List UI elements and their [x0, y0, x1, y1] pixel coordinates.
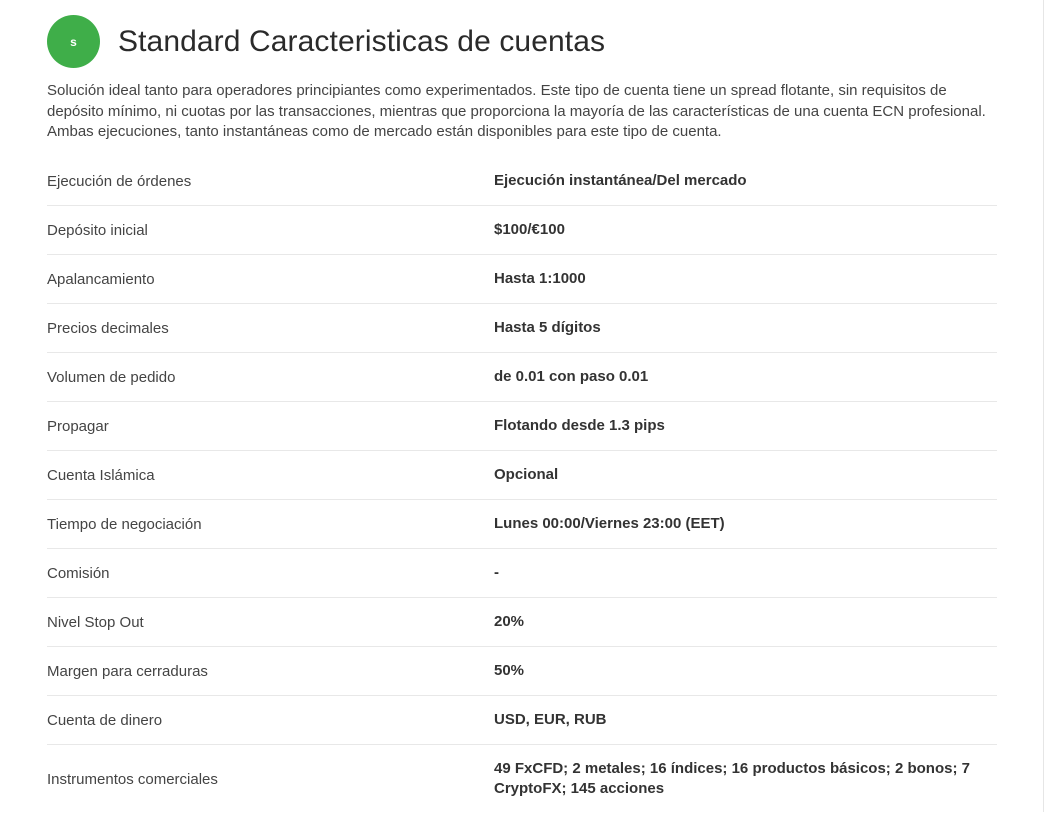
feature-value: Flotando desde 1.3 pips: [494, 417, 665, 434]
feature-label: Nivel Stop Out: [47, 613, 144, 631]
feature-value: -: [494, 564, 499, 581]
feature-value: Opcional: [494, 466, 559, 483]
account-description: Solución ideal tanto para operadores principiantes como experimentados. Este tipo de cuenta tiene un spread flotante, sin requisitos de depósito mínimo, ni cuotas por las transacciones, mientras que proporciona la mayoría de las características de una cuenta ECN profesional. Ambas ejecuciones, tanto instantáneas como de mercado están disponibles para este tipo de cuenta.: [47, 82, 986, 140]
feature-label: Instrumentos comerciales: [47, 770, 218, 788]
table-row: [47, 353, 997, 402]
feature-label: Margen para cerraduras: [47, 662, 208, 680]
feature-label: Cuenta Islámica: [47, 466, 155, 484]
feature-value: Ejecución instantánea/Del mercado: [494, 172, 747, 189]
feature-value: 49 FxCFD; 2 metales; 16 índices; 16 productos básicos; 2 bonos; 7 CryptoFX; 145 acciones: [494, 760, 970, 797]
table-row: [47, 598, 997, 647]
table-row: [47, 696, 997, 745]
feature-label: Tiempo de negociación: [47, 515, 202, 533]
feature-label: Apalancamiento: [47, 270, 155, 288]
table-row: [47, 206, 997, 255]
feature-value: $100/€100: [494, 221, 565, 238]
feature-label: Propagar: [47, 417, 109, 435]
page-title: Standard Caracteristicas de cuentas: [118, 24, 606, 58]
table-row: [47, 402, 997, 451]
features-table: [47, 157, 997, 813]
table-row: [47, 549, 997, 598]
feature-label: Ejecución de órdenes: [47, 172, 192, 190]
table-row: [47, 255, 997, 304]
account-type-badge: s: [47, 15, 100, 68]
feature-label: Volumen de pedido: [47, 368, 176, 386]
table-row: [47, 157, 997, 206]
feature-value: Lunes 00:00/Viernes 23:00 (EET): [494, 515, 725, 532]
feature-value: Hasta 1:1000: [494, 270, 586, 287]
feature-label: Depósito inicial: [47, 221, 148, 239]
feature-value: 50%: [494, 662, 525, 679]
feature-value: USD, EUR, RUB: [494, 711, 607, 728]
table-row: [47, 304, 997, 353]
card-header: [47, 15, 605, 68]
feature-value: de 0.01 con paso 0.01: [494, 368, 649, 385]
table-row: [47, 451, 997, 500]
table-row: [47, 745, 997, 813]
feature-label: Cuenta de dinero: [47, 711, 163, 729]
table-row: [47, 647, 997, 696]
feature-value: Hasta 5 dígitos: [494, 319, 601, 336]
table-row: [47, 500, 997, 549]
feature-label: Precios decimales: [47, 319, 169, 337]
feature-label: Comisión: [47, 564, 110, 582]
feature-value: 20%: [494, 613, 525, 630]
